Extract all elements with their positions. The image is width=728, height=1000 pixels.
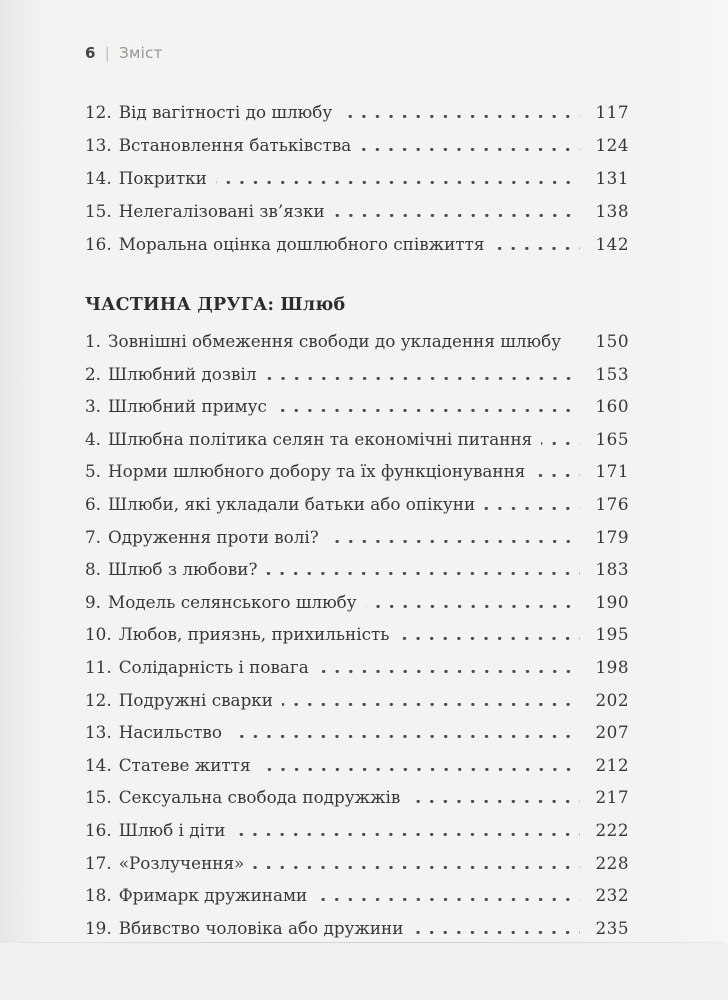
toc-entry-number: 14. — [85, 754, 112, 775]
toc-entry-label: Подружні сварки — [118, 689, 273, 710]
toc-entry — [85, 358, 629, 391]
toc-entry-number: 15. — [85, 201, 112, 222]
toc-entry — [85, 814, 629, 847]
toc-entry-page: 150 — [595, 331, 629, 351]
toc-entry — [85, 325, 629, 358]
toc-entry — [85, 521, 629, 554]
toc-entry-label: Сексуальна свобода подружжів — [118, 787, 401, 808]
toc-entry — [85, 586, 629, 619]
toc-entry-label: Статеве життя — [118, 754, 251, 775]
dot-leader — [360, 148, 580, 151]
toc-entry-label: Шлюби, які укладали батьки або опікуни — [108, 493, 476, 514]
toc-entry-number: 18. — [85, 885, 112, 906]
toc-entry-number: 17. — [85, 852, 112, 873]
toc-entry-page: 183 — [595, 559, 629, 580]
dot-leader — [266, 377, 581, 380]
toc-entry — [85, 749, 629, 782]
dot-leader — [316, 898, 580, 901]
toc-entry — [85, 423, 629, 456]
dot-leader — [253, 866, 580, 869]
toc-entry-page: 165 — [595, 428, 629, 449]
toc-entry — [85, 684, 629, 717]
dot-leader — [409, 800, 580, 803]
page-header — [85, 44, 163, 62]
dot-leader — [328, 540, 580, 543]
toc-entry-page: 235 — [595, 917, 629, 938]
page-number: 6 — [85, 44, 96, 62]
toc-entry-page: 160 — [595, 396, 629, 417]
toc-entry-number: 4. — [85, 428, 102, 449]
dot-leader — [231, 735, 580, 738]
toc-entry-label: Насильство — [118, 722, 222, 743]
dot-leader — [541, 442, 580, 445]
toc-entry-label: Шлюбний дозвіл — [108, 363, 257, 384]
toc-entry-page: 171 — [595, 461, 629, 482]
toc-entry-number: 6. — [85, 493, 102, 514]
toc-entry-number: 3. — [85, 396, 102, 417]
part-two-heading: ЧАСТИНА ДРУГА: Шлюб — [85, 295, 346, 315]
dot-leader — [366, 605, 580, 608]
toc-entry — [85, 553, 629, 586]
dot-leader — [484, 507, 580, 510]
header-separator: | — [104, 44, 111, 62]
dot-leader — [276, 409, 580, 412]
toc-entry — [85, 618, 629, 651]
toc-entry — [85, 96, 629, 129]
toc-entry-label: Любов, приязнь, прихильність — [118, 624, 390, 645]
dot-leader — [282, 703, 580, 706]
toc-entry-number: 8. — [85, 559, 102, 580]
toc-entry-label: Вбивство чоловіка або дружини — [118, 917, 404, 938]
toc-entry — [85, 129, 629, 162]
toc-entry — [85, 228, 629, 261]
toc-entry — [85, 781, 629, 814]
toc-entry-label: Модель селянського шлюбу — [108, 591, 357, 612]
toc-entry-page: 176 — [595, 493, 629, 514]
toc-entry-page: 131 — [595, 168, 629, 189]
toc-entry-number: 10. — [85, 624, 112, 645]
toc-entry-label: Покритки — [118, 168, 207, 189]
toc-entry — [85, 195, 629, 228]
toc-entry-page: 207 — [595, 722, 629, 743]
dot-leader — [234, 833, 580, 836]
toc-entry-label: Моральна оцінка дошлюбного співжиття — [118, 234, 485, 255]
toc-entry-number: 5. — [85, 461, 102, 482]
toc-entry-number: 12. — [85, 689, 112, 710]
toc-entry-label: «Розлучення» — [118, 852, 245, 873]
toc-entry-number: 11. — [85, 656, 112, 677]
toc-entry-page: 217 — [595, 787, 629, 808]
toc-entry-label: Встановлення батьківства — [118, 135, 352, 156]
toc-entry-number: 16. — [85, 234, 112, 255]
toc-entry-label: Фримарк дружинами — [118, 885, 308, 906]
toc-entry-page: 124 — [595, 135, 629, 156]
toc-entry — [85, 488, 629, 521]
toc-entry — [85, 847, 629, 880]
toc-entry-label: Зовнішні обмеження свободи до укладення шлюбу — [108, 331, 562, 351]
dot-leader — [318, 670, 580, 673]
header-title: Зміст — [119, 44, 163, 62]
toc-entry — [85, 390, 629, 423]
toc-entry-page: 212 — [595, 754, 629, 775]
toc-entry — [85, 455, 629, 488]
dot-leader — [534, 474, 580, 477]
toc-entry-page: 138 — [595, 201, 629, 222]
toc-entry-number: 13. — [85, 135, 112, 156]
toc-entry-number: 16. — [85, 819, 112, 840]
toc-entry-number: 9. — [85, 591, 102, 612]
toc-entry-number: 12. — [85, 102, 112, 122]
toc-entry — [85, 716, 629, 749]
toc-entry — [85, 162, 629, 195]
toc-entry — [85, 912, 629, 945]
dot-leader — [570, 344, 580, 347]
toc-entry-page: 198 — [595, 656, 629, 677]
toc-entry-label: Нелегалізовані зв’язки — [118, 201, 325, 222]
toc-entry-page: 195 — [595, 624, 629, 645]
dot-leader — [216, 181, 580, 184]
toc-entry-page: 222 — [595, 819, 629, 840]
dot-leader — [260, 768, 580, 771]
toc-entry-page: 153 — [595, 363, 629, 384]
toc-entry-number: 19. — [85, 917, 112, 938]
toc-entry-number: 15. — [85, 787, 112, 808]
dot-leader — [412, 931, 580, 934]
toc-entry-page: 117 — [595, 102, 629, 122]
toc-entry-label: Шлюбний примус — [108, 396, 267, 417]
dot-leader — [398, 637, 580, 640]
toc-entry-page: 179 — [595, 526, 629, 547]
dot-leader — [493, 247, 580, 250]
toc-entry-label: Шлюб з любови? — [108, 559, 258, 580]
toc-part-two-list — [85, 325, 629, 944]
toc-entry-page: 232 — [595, 885, 629, 906]
toc-entry-number: 2. — [85, 363, 102, 384]
dot-leader — [341, 115, 580, 118]
toc-entry-number: 7. — [85, 526, 102, 547]
toc-entry-page: 202 — [595, 689, 629, 710]
toc-entry-number: 1. — [85, 331, 102, 351]
toc-entry-label: Солідарність і повага — [118, 656, 309, 677]
toc-entry-number: 13. — [85, 722, 112, 743]
toc-entry-label: Норми шлюбного добору та їх функціонування — [108, 461, 526, 482]
toc-part-one-list — [85, 96, 629, 261]
toc-entry-number: 14. — [85, 168, 112, 189]
toc-entry-page: 190 — [595, 591, 629, 612]
dot-leader — [334, 214, 580, 217]
toc-entry-label: Одруження проти волі? — [108, 526, 319, 547]
toc-entry-label: Шлюб і діти — [118, 819, 226, 840]
toc-entry — [85, 879, 629, 912]
toc-entry — [85, 651, 629, 684]
dot-leader — [266, 572, 580, 575]
toc-entry-label: Шлюбна політика селян та економічні питання — [108, 428, 533, 449]
toc-entry-page: 142 — [595, 234, 629, 255]
photo-background-below-page — [0, 943, 728, 1000]
toc-entry-page: 228 — [595, 852, 629, 873]
toc-entry-label: Від вагітності до шлюбу — [118, 102, 333, 122]
